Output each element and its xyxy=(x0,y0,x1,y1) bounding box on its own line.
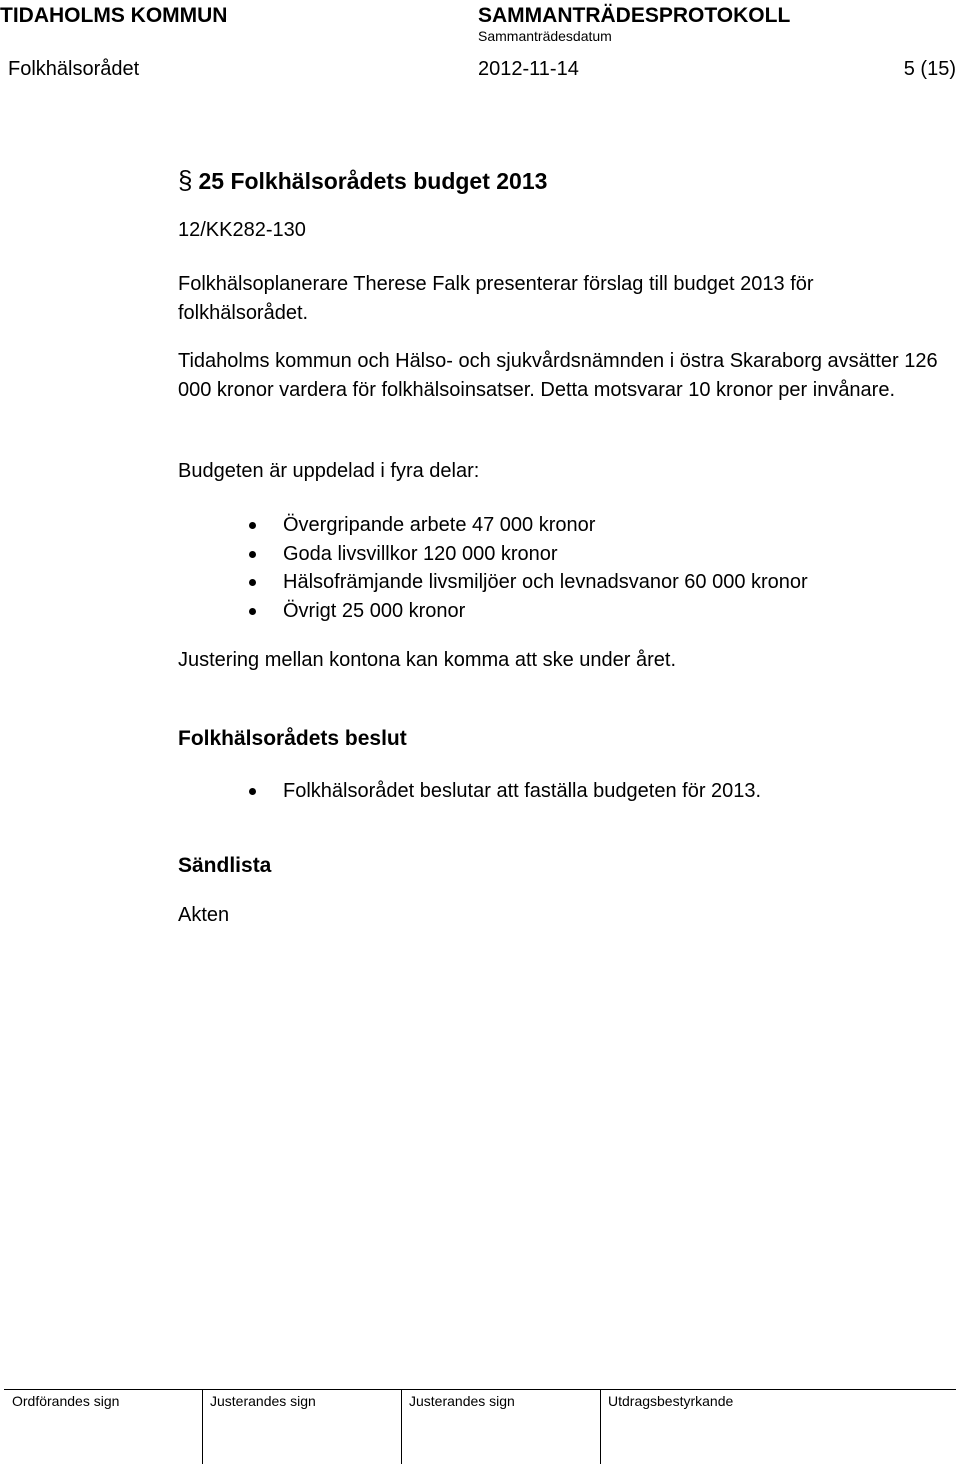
list-item xyxy=(249,777,761,806)
list-item-text: Övergripande arbete 47 000 kronor xyxy=(283,514,596,536)
paragraph-presentation: Folkhälsoplanerare Therese Falk presenterar förslag till budget 2013 för folkhälsorådet. xyxy=(178,273,814,324)
signature-box-extract xyxy=(600,1389,956,1464)
meeting-date: 2012-11-14 xyxy=(478,58,579,80)
signature-label: Ordförandes sign xyxy=(12,1393,120,1409)
distribution-item: Akten xyxy=(178,904,230,926)
case-reference: 12/KK282-130 xyxy=(178,219,306,241)
signature-label: Utdragsbestyrkande xyxy=(608,1393,734,1409)
signature-box-chair xyxy=(4,1389,202,1464)
organization-name: TIDAHOLMS KOMMUN xyxy=(0,4,228,27)
board-name: Folkhälsorådet xyxy=(8,58,140,80)
bullet-icon xyxy=(249,551,256,558)
bullet-icon xyxy=(249,608,256,615)
paragraph-adjustment: Justering mellan kontona kan komma att ske under året. xyxy=(178,649,677,671)
paragraph-funding: Tidaholms kommun och Hälso- och sjukvårdsnämnden i östra Skaraborg avsätter 126 000 kronor vardera för folkhälsoinsatser. Detta motsvarar 10 kronor per invånare. xyxy=(178,350,938,401)
signature-box-adjuster-2 xyxy=(401,1389,600,1464)
decision-list xyxy=(249,777,761,806)
list-item xyxy=(249,568,808,597)
list-item-text: Övrigt 25 000 kronor xyxy=(283,599,466,622)
section-title xyxy=(178,165,547,196)
list-item xyxy=(249,540,808,569)
bullet-icon xyxy=(249,788,256,795)
signature-box-adjuster-1 xyxy=(202,1389,401,1464)
list-item-text: Goda livsvillkor 120 000 kronor xyxy=(283,542,558,565)
list-item-text: Folkhälsorådet beslutar att faställa budgeten för 2013. xyxy=(283,780,762,802)
document-type: SAMMANTRÄDESPROTOKOLL xyxy=(478,4,791,27)
section-title-text: 25 Folkhälsorådets budget 2013 xyxy=(198,168,548,194)
bullet-icon xyxy=(249,579,256,586)
page-number: 5 (15) xyxy=(903,58,956,80)
decision-heading: Folkhälsorådets beslut xyxy=(178,727,407,750)
budget-list xyxy=(249,511,808,625)
signature-label: Justerandes sign xyxy=(210,1393,316,1409)
list-item xyxy=(249,511,808,540)
paragraph-budget-intro: Budgeten är uppdelad i fyra delar: xyxy=(178,460,480,482)
distribution-heading: Sändlista xyxy=(178,854,272,877)
list-item xyxy=(249,597,808,626)
bullet-icon xyxy=(249,522,256,529)
date-label: Sammanträdesdatum xyxy=(478,28,612,44)
list-item-text: Hälsofrämjande livsmiljöer och levnadsvanor 60 000 kronor xyxy=(283,571,808,593)
section-symbol: § xyxy=(178,165,193,195)
signature-label: Justerandes sign xyxy=(409,1393,515,1409)
